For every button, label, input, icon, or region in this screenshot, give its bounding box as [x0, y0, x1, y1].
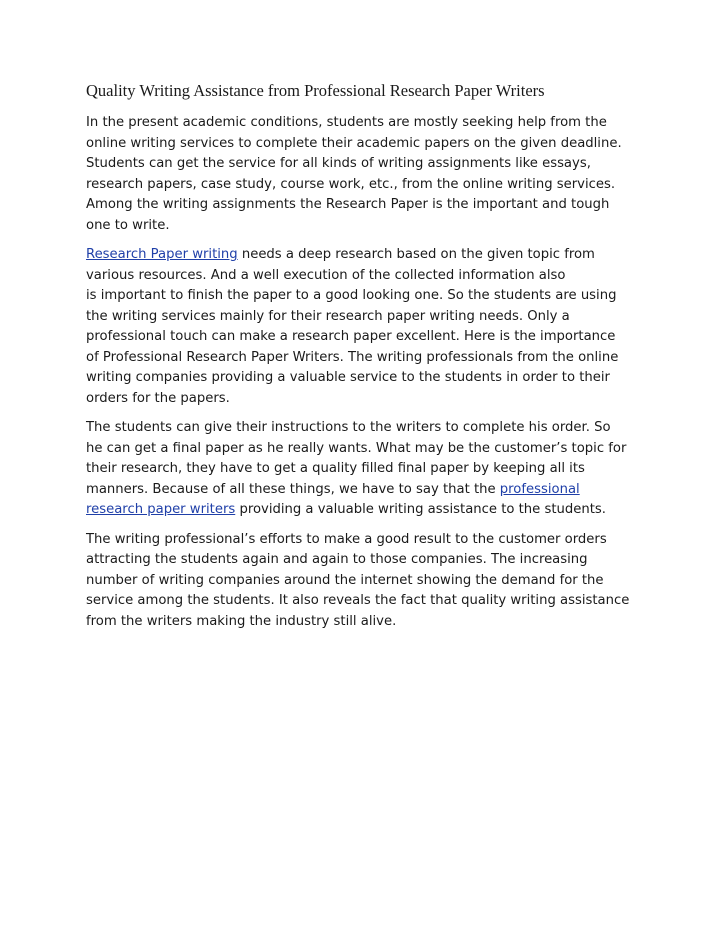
paragraph-research-writing: [86, 245, 646, 409]
professional-writers-link-part1[interactable]: professional: [499, 481, 580, 497]
text-line: the writing services mainly for their research paper writing needs. Only a: [86, 308, 570, 324]
text-line: various resources. And a well execution of the collected information also: [86, 267, 566, 283]
text-line: In the present academic conditions, students are mostly seeking help from the: [86, 115, 607, 130]
text-line: number of writing companies around the internet showing the demand for the: [86, 572, 604, 588]
professional-writers-link-part2[interactable]: research paper writers: [86, 502, 236, 517]
text-line: The writing professional’s efforts to make a good result to the customer orders: [86, 531, 607, 547]
text-fragment: manners. Because of all these things, we have to say that the: [86, 481, 500, 497]
document-title: Quality Writing Assistance from Professional Research Paper Writers: [86, 81, 545, 100]
text-line: one to write.: [86, 217, 170, 233]
text-line: [86, 245, 646, 266]
paragraph-conclusion: [86, 530, 646, 633]
research-paper-writing-link[interactable]: Research Paper writing: [86, 247, 238, 262]
document-page: [86, 80, 646, 641]
text-line: from the writers making the industry still alive.: [86, 613, 397, 629]
text-line: of Professional Research Paper Writers. The writing professionals from the online: [86, 349, 619, 365]
text-line: online writing services to complete their academic papers on the given deadline.: [86, 135, 622, 151]
paragraph-intro: [86, 113, 646, 236]
text-line: [86, 500, 646, 521]
text-line: [86, 480, 646, 501]
text-line: their research, they have to get a quality filled final paper by keeping all its: [86, 461, 585, 476]
text-line: professional touch can make a research paper excellent. Here is the importance: [86, 329, 616, 344]
text-line: Among the writing assignments the Research Paper is the important and tough: [86, 197, 610, 212]
text-line: orders for the papers.: [86, 390, 230, 406]
text-fragment: needs a deep research based on the given topic from: [237, 247, 595, 262]
text-fragment: providing a valuable writing assistance to the students.: [235, 502, 606, 517]
text-line: attracting the students again and again to those companies. The increasing: [86, 552, 588, 567]
text-line: service among the students. It also reveals the fact that quality writing assistance: [86, 593, 630, 608]
text-line: he can get a final paper as he really wants. What may be the customer’s topic for: [86, 440, 627, 456]
paragraph-instructions: [86, 418, 646, 521]
text-line: The students can give their instructions to the writers to complete his order. So: [86, 420, 611, 435]
text-line: is important to finish the paper to a good looking one. So the students are using: [86, 288, 617, 303]
text-line: writing companies providing a valuable service to the students in order to their: [86, 370, 610, 385]
text-line: research papers, case study, course work, etc., from the online writing services.: [86, 176, 616, 192]
text-line: Students can get the service for all kinds of writing assignments like essays,: [86, 156, 591, 171]
